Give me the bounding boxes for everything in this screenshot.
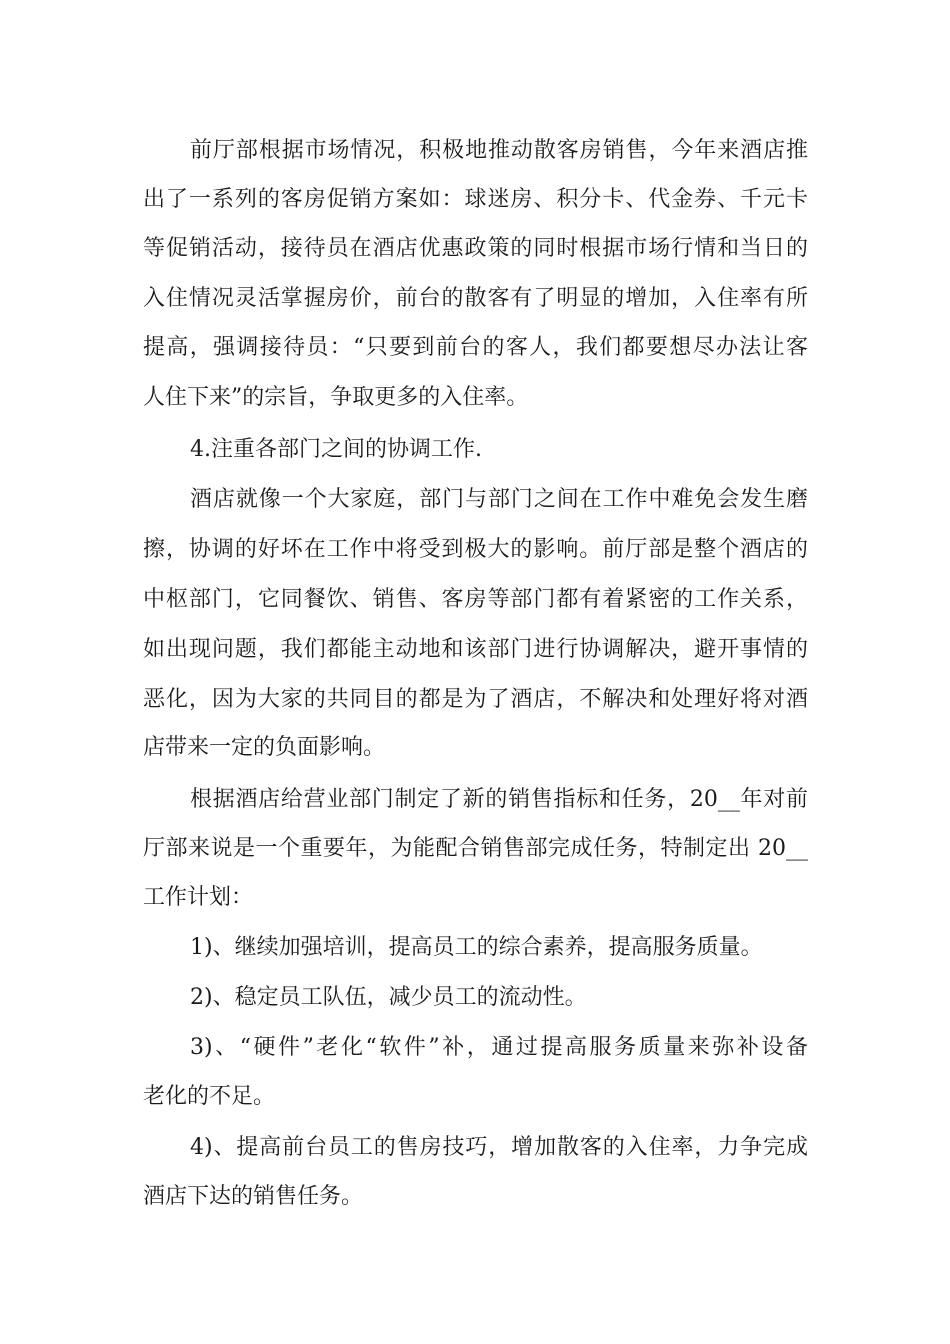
paragraph-line: 恶化，因为大家的共同目的都是为了酒店，不解决和处理好将对酒 [143, 687, 808, 712]
list-item: 2)、稳定员工队伍，减少员工的流动性。 [190, 985, 587, 1010]
paragraph-line: 人住下来”的宗旨，争取更多的入住率。 [143, 385, 529, 410]
paragraph-line: 出了一系列的客房促销方案如：球迷房、积分卡、代金券、千元卡 [143, 187, 808, 212]
paragraph-line: 酒店就像一个大家庭，部门与部门之间在工作中难免会发生磨 [190, 487, 808, 512]
paragraph-line: 等促销活动，接待员在酒店优惠政策的同时根据市场行情和当日的 [143, 236, 808, 261]
paragraph-line: 擦，协调的好坏在工作中将受到极大的影响。前厅部是整个酒店的 [143, 537, 808, 562]
section-heading: 4.注重各部门之间的协调工作. [190, 437, 482, 462]
paragraph-line: 根据酒店给营业部门制定了新的销售指标和任务，20__年对前 [190, 787, 808, 812]
list-item-continuation: 酒店下达的销售任务。 [143, 1184, 364, 1209]
paragraph-line: 前厅部根据市场情况，积极地推动散客房销售，今年来酒店推 [190, 138, 808, 163]
list-item: 4)、提高前台员工的售房技巧，增加散客的入住率，力争完成 [190, 1135, 808, 1160]
paragraph-line: 提高，强调接待员：“只要到前台的客人，我们都要想尽办法让客 [143, 335, 808, 360]
paragraph-line: 厅部来说是一个重要年，为能配合销售部完成任务，特制定出 20__ [143, 836, 808, 861]
paragraph-line: 工作计划： [143, 885, 254, 910]
paragraph-line: 入住情况灵活掌握房价，前台的散客有了明显的增加，入住率有所 [143, 286, 808, 311]
list-item: 1)、继续加强培训，提高员工的综合素养，提高服务质量。 [190, 935, 763, 960]
list-item: 3)、“硬件”老化“软件”补，通过提高服务质量来弥补设备 [190, 1035, 808, 1060]
list-item-continuation: 老化的不足。 [143, 1084, 276, 1109]
paragraph-line: 店带来一定的负面影响。 [143, 735, 386, 760]
paragraph-line: 如出现问题，我们都能主动地和该部门进行协调解决，避开事情的 [143, 637, 808, 662]
paragraph-line: 中枢部门，它同餐饮、销售、客房等部门都有着紧密的工作关系， [143, 587, 808, 612]
